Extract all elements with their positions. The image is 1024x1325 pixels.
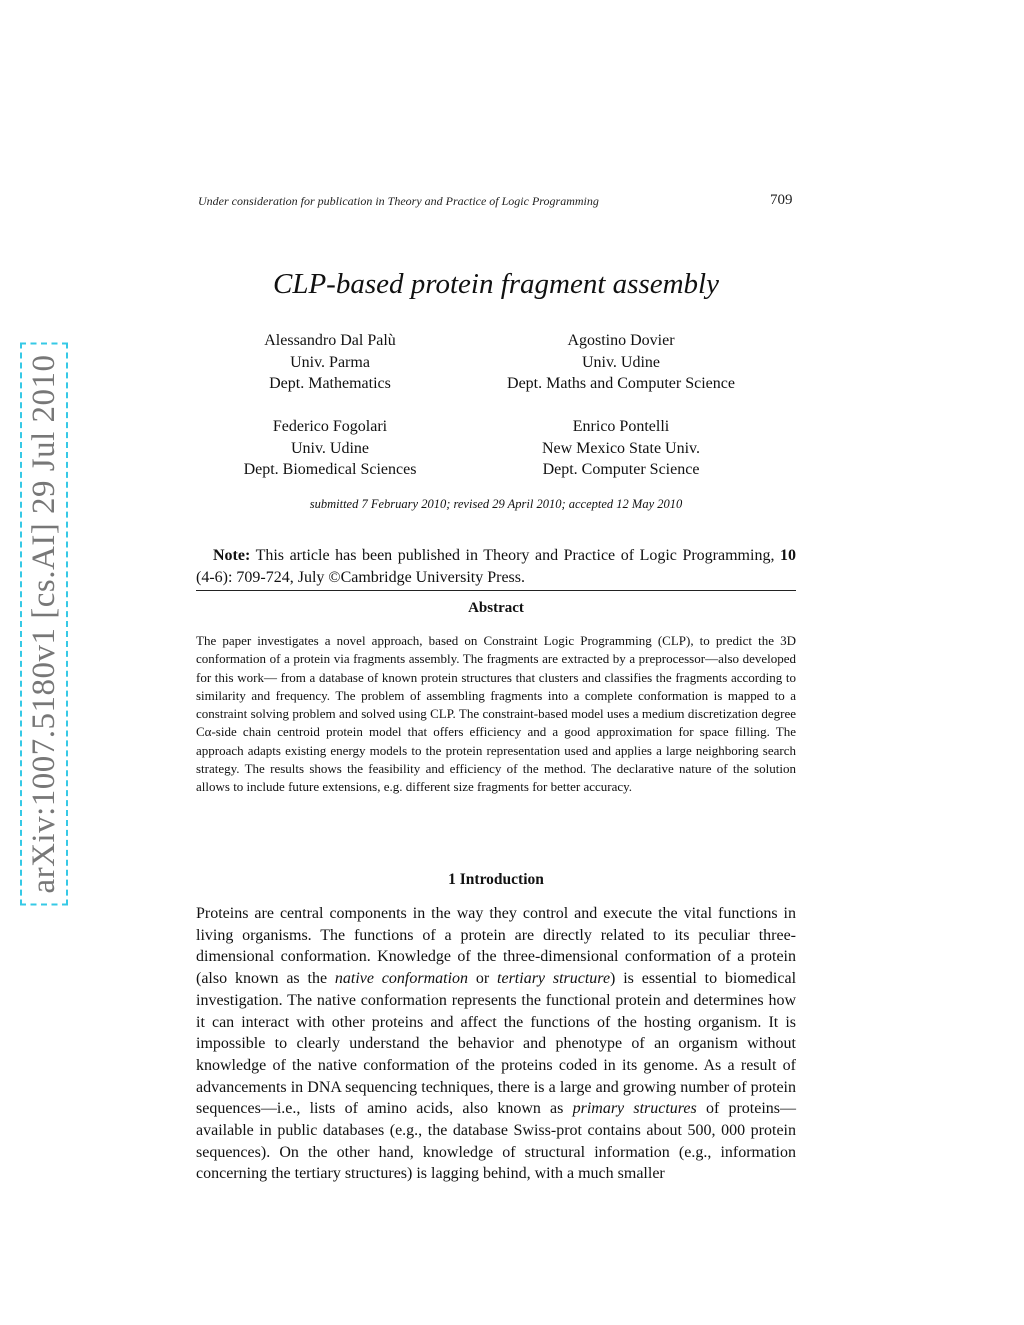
author-dept: Dept. Computer Science <box>542 461 700 478</box>
note-text: This article has been published in Theory and Practice of Logic Programming, <box>250 547 780 564</box>
author-name: Agostino Dovier <box>567 332 675 349</box>
author-name: Federico Fogolari <box>272 418 388 435</box>
author-block <box>200 416 460 481</box>
publication-note <box>196 545 796 589</box>
intro-emphasis: native conformation <box>334 970 469 988</box>
author-dept: Dept. Biomedical Sciences <box>243 461 417 478</box>
paper-title: CLP-based protein fragment assembly <box>273 268 719 300</box>
author-affiliation: Univ. Udine <box>290 439 370 457</box>
arxiv-stamp[interactable]: arXiv:1007.5180v1 [cs.AI] 29 Jul 2010 <box>20 342 68 905</box>
note-volume: 10 <box>780 547 796 564</box>
note-text-end: (4-6): 709-724, July ©Cambridge University Press. <box>196 569 526 586</box>
author-affiliation: Univ. Parma <box>290 353 370 371</box>
intro-paragraph <box>196 903 796 1185</box>
abstract-heading: Abstract <box>468 600 524 616</box>
running-head: Under consideration for publication in Theory and Practice of Logic Programming <box>198 194 599 208</box>
note-label: Note: <box>213 547 251 564</box>
author-block <box>471 330 771 395</box>
author-name: Enrico Pontelli <box>572 418 670 435</box>
section-heading: 1 Introduction <box>448 871 544 888</box>
page-number: 709 <box>770 192 793 208</box>
intro-text: of proteins—available in public databases (e.g., the database Swiss-prot contains about 500, 000 protein sequences). On the other hand, knowledge of structural information (e.g., information concerning the tertiary structures) is lagging behind, with a much smaller <box>196 1100 797 1183</box>
intro-text: ) is essential to biomedical investigation. The native conformation represents the functional protein and determines how it can interact with other proteins and affect the functions of the hosting organism. It is impossible to clearly understand the behavior and phenotype of an organism without knowledge of the native conformation of the proteins coded in its genome. As a result of advancements in DNA sequencing techniques, there is a large and growing number of protein sequences—i.e., lists of amino acids, also known as <box>196 970 797 1118</box>
intro-emphasis: tertiary structure <box>497 970 611 988</box>
submission-dates: submitted 7 February 2010; revised 29 April 2010; accepted 12 May 2010 <box>309 497 683 511</box>
author-block <box>471 416 771 481</box>
intro-emphasis: primary structures <box>572 1100 697 1118</box>
abstract-body: The paper investigates a novel approach, based on Constraint Logic Programming (CLP), to predict the 3D conformation of a protein via fragments assembly. The fragments are extracted by a preprocessor—also developed for this work— from a database of known protein structures that clusters and classifies the fragments according to similarity and frequency. The problem of assembling fragments into a complete conformation is mapped to a constraint solving problem and solved using CLP. The constraint-based model uses a medium discretization degree Cα-side chain centroid protein model that offers efficiency and a good approximation for space filling. The approach adapts existing energy models to the protein representation used and applies a large neighboring search strategy. The results shows the feasibility and efficiency of the method. The declarative nature of the solution allows to include future extensions, e.g. different size fragments for better accuracy. <box>196 633 796 795</box>
intro-text: or <box>468 970 498 988</box>
note-divider <box>196 590 796 591</box>
author-affiliation: New Mexico State Univ. <box>541 439 701 457</box>
intro-text: Proteins are central components in the way they control and execute the vital functions in living organisms. The functions of a protein are directly related to its peculiar three-dimensional conformation. Knowledge of the three-dimensional conformation of a protein (also known as the <box>196 905 796 988</box>
author-dept: Dept. Mathematics <box>269 375 391 392</box>
author-affiliation: Univ. Udine <box>581 353 661 371</box>
author-dept: Dept. Maths and Computer Science <box>507 375 735 392</box>
author-block <box>200 330 460 395</box>
author-name: Alessandro Dal Palù <box>264 332 396 349</box>
